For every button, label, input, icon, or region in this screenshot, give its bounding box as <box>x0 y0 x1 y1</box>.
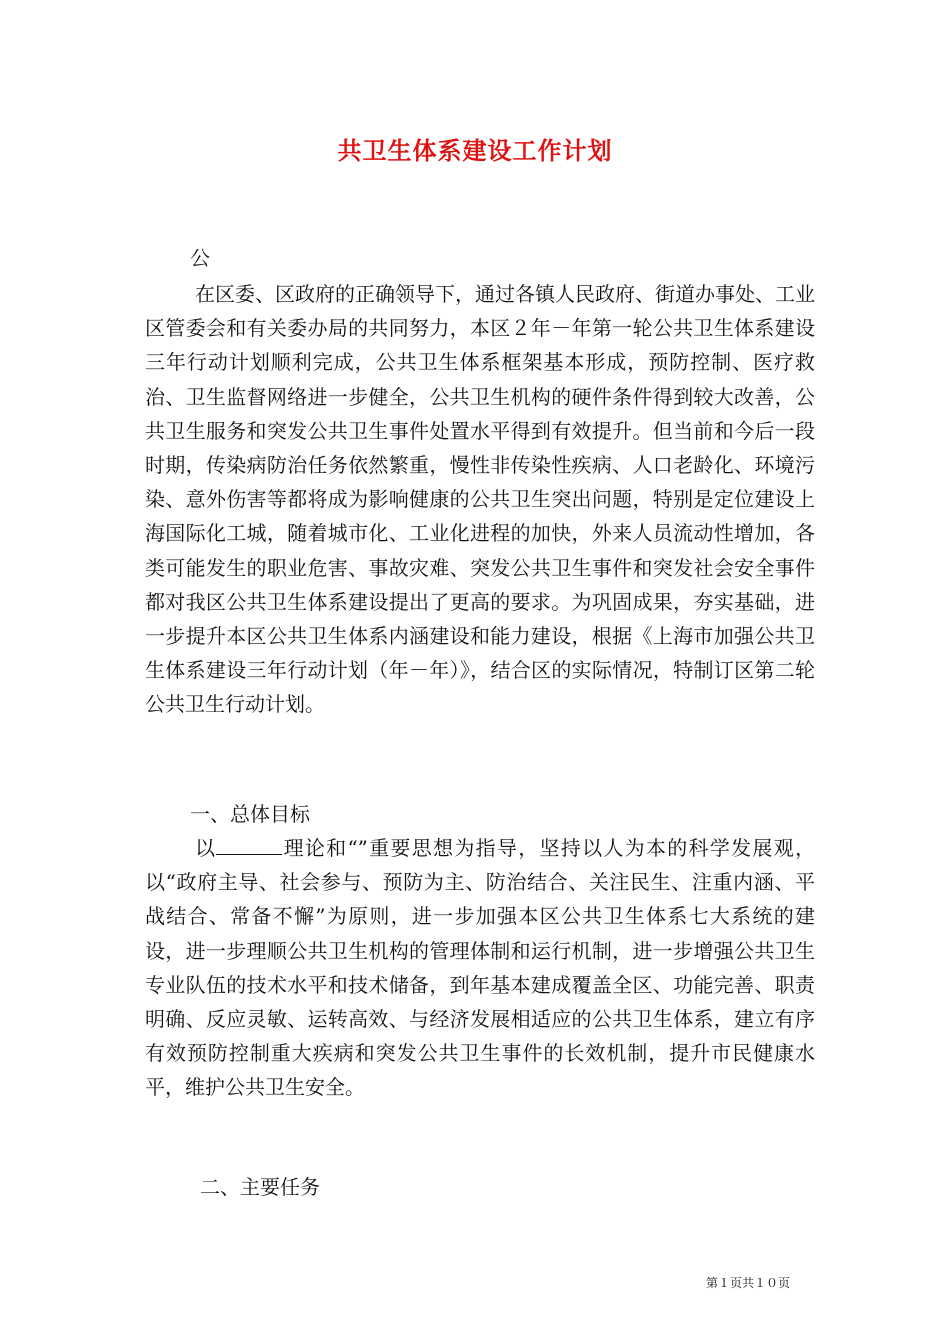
fill-in-blank-line <box>216 836 282 855</box>
intro-paragraph: 在区委、区政府的正确领导下，通过各镇人民政府、街道办事处、工业区管委会和有关委办局的共同努力，本区２年－年第一轮公共卫生体系建设三年行动计划顺利完成，公共卫生体系框架基本形成，预防控制、医疗救治、卫生监督网络进一步健全，公共卫生机构的硬件条件得到较大改善，公共卫生服务和突发公共卫生事件处置水平得到有效提升。但当前和今后一段时期，传染病防治任务依然繁重，慢性非传染性疾病、人口老龄化、环境污染、意外伤害等都将成为影响健康的公共卫生突出问题，特别是定位建设上海国际化工城，随着城市化、工业化进程的加快，外来人员流动性增加，各类可能发生的职业危害、事故灾难、突发公共卫生事件和突发社会安全事件都对我区公共卫生体系建设提出了更高的要求。为巩固成果，夯实基础，进一步提升本区公共卫生体系内涵建设和能力建设，根据《上海市加强公共卫生体系建设三年行动计划（年－年）》，结合区的实际情况，特制订区第二轮公共卫生行动计划。 <box>145 282 815 717</box>
page-number-footer: 第１页共１０页 <box>706 1276 791 1290</box>
lead-character: 公 <box>190 246 210 270</box>
overall-goal-paragraph <box>145 831 815 1105</box>
overall-goal-text: 理论和“”重要思想为指导，坚持以人为本的科学发展观，以“政府主导、社会参与、预防为主、防治结合、关注民生、注重内涵、平战结合、常备不懈”为原则，进一步加强本区公共卫生体系七大系统的建设，进一步理顺公共卫生机构的管理体制和运行机制，进一步增强公共卫生专业队伍的技术水平和技术储备，到年基本建成覆盖全区、功能完善、职责明确、反应灵敏、运转高效、与经济发展相适应的公共卫生体系，建立有序有效预防控制重大疾病和突发公共卫生事件的长效机制，提升市民健康水平，维护公共卫生安全。 <box>145 836 816 1100</box>
section-heading-main-tasks: 二、主要任务 <box>200 1175 320 1199</box>
document-title: 共卫生体系建设工作计划 <box>337 136 613 165</box>
section-heading-overall-goal: 一、总体目标 <box>190 802 310 826</box>
overall-goal-prefix: 以 <box>195 836 217 860</box>
